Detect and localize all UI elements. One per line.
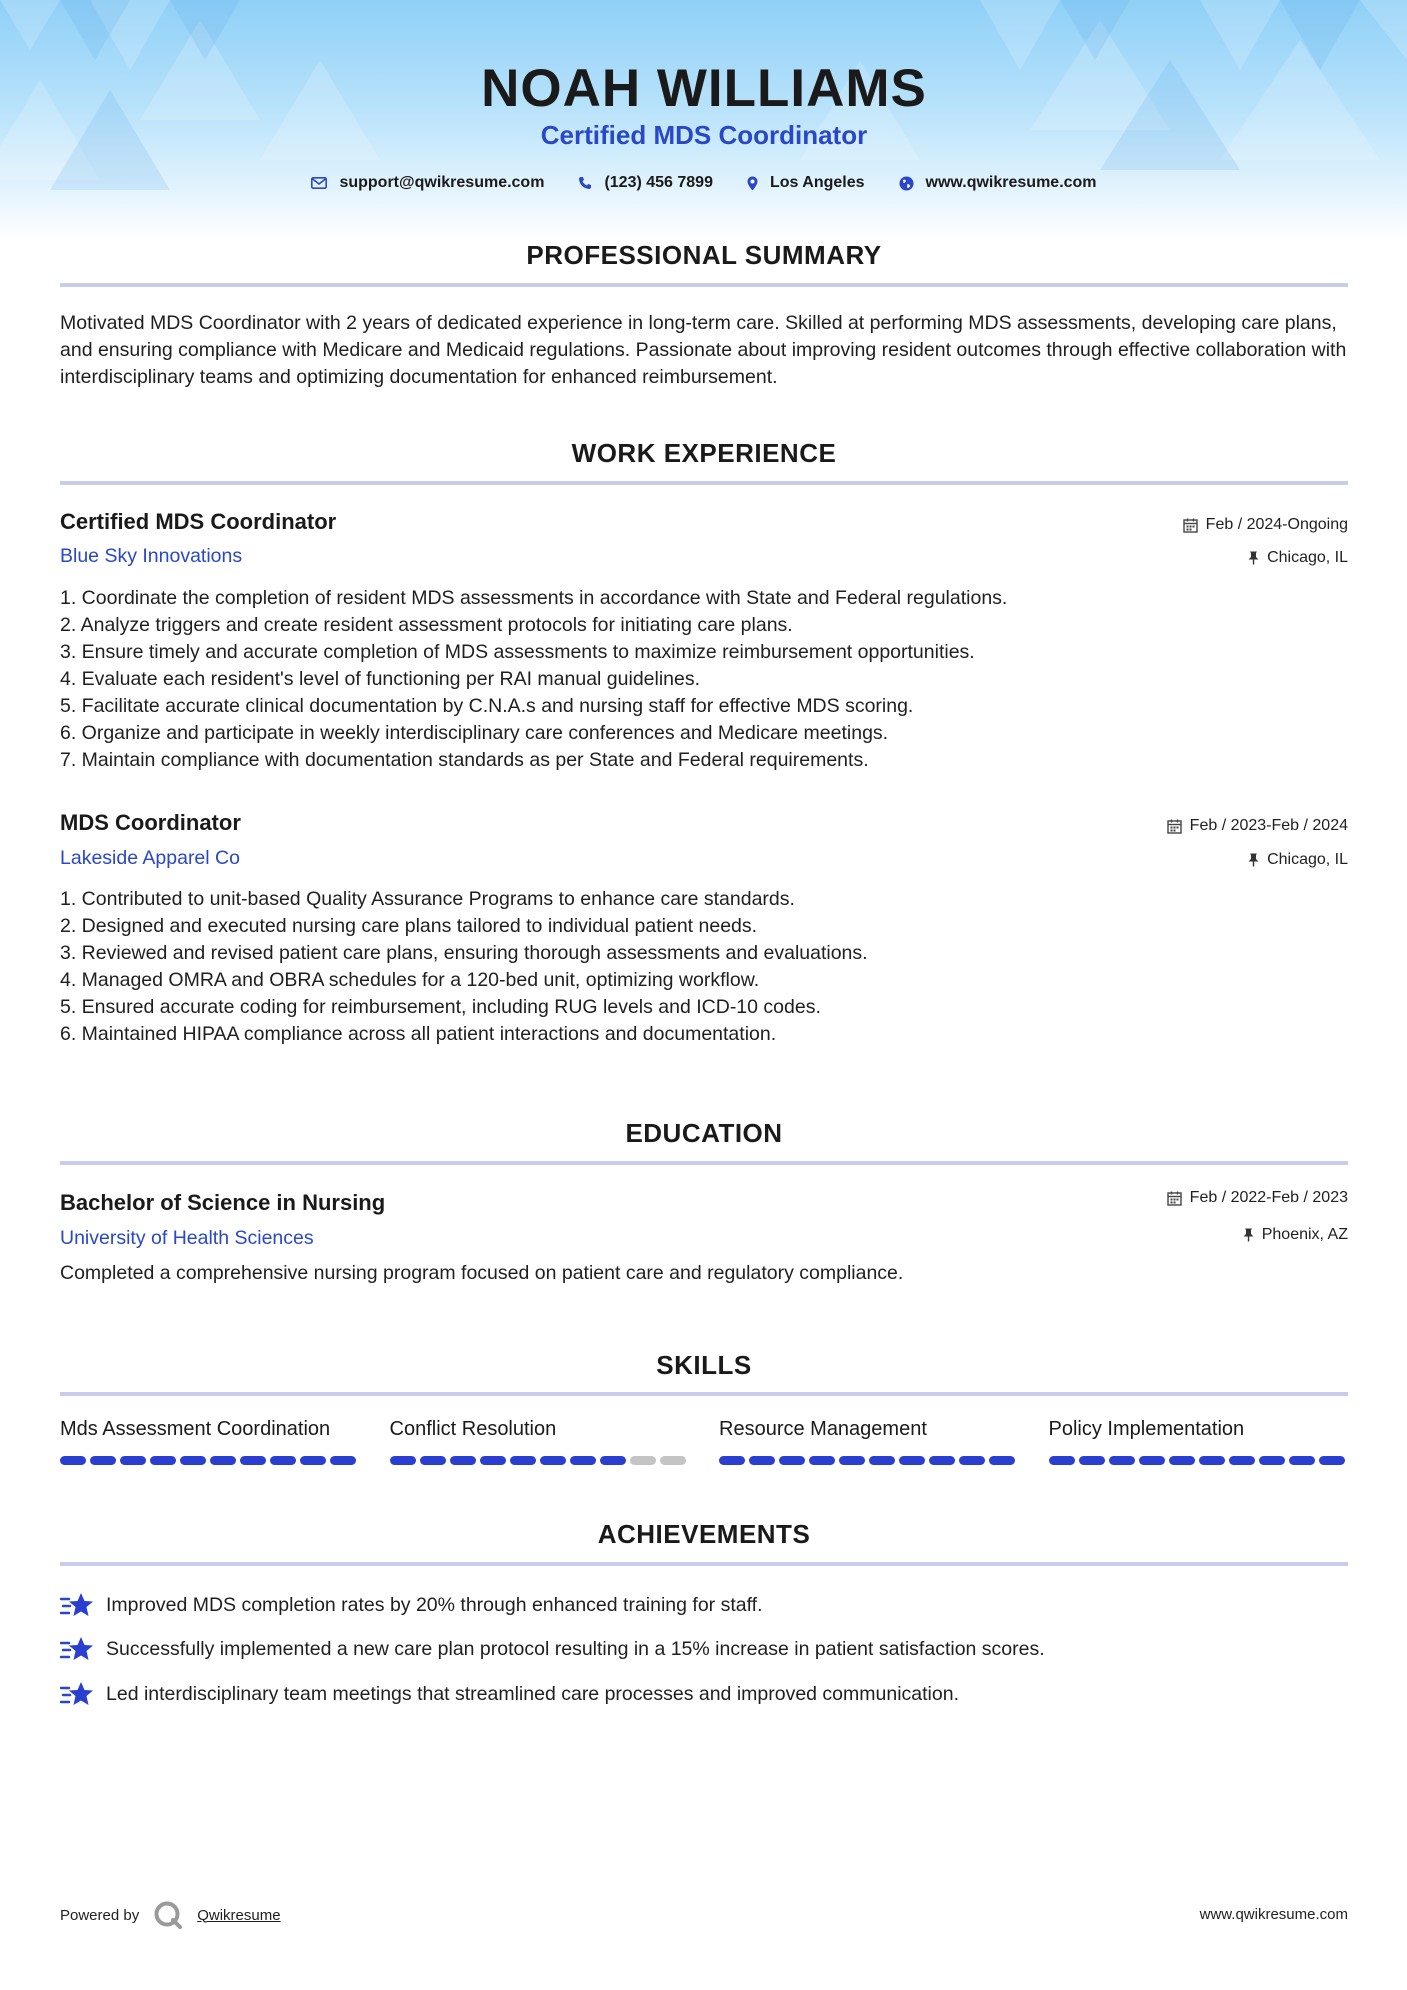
list-item: 2. Analyze triggers and create resident assessment protocols for initiating care plans. xyxy=(60,614,793,636)
skill-segment-filled xyxy=(839,1456,865,1465)
skill-item xyxy=(60,1418,360,1465)
star-icon xyxy=(60,1634,96,1664)
pushpin-icon xyxy=(1248,551,1259,565)
skill-segment-empty xyxy=(660,1456,686,1465)
summary-heading: PROFESSIONAL SUMMARY xyxy=(526,240,882,270)
job-location: Chicago, IL xyxy=(1248,851,1348,869)
skill-segment-filled xyxy=(719,1456,745,1465)
star-icon xyxy=(60,1679,96,1709)
job-company: Lakeside Apparel Co xyxy=(60,847,240,869)
contact-website[interactable]: www.qwikresume.com xyxy=(899,174,1097,192)
education-dates: Feb / 2022-Feb / 2023 xyxy=(1167,1189,1348,1207)
achievement-item: Improved MDS completion rates by 20% through enhanced training for staff. xyxy=(60,1590,1348,1620)
pushpin-icon xyxy=(1243,1228,1254,1242)
map-pin-icon xyxy=(747,176,758,191)
skill-segment-filled xyxy=(180,1456,206,1465)
achievement-item: Successfully implemented a new care plan protocol resulting in a 15% increase in patient satisfaction scores. xyxy=(60,1634,1348,1664)
list-item: 5. Ensured accurate coding for reimbursement, including RUG levels and ICD-10 codes. xyxy=(60,996,821,1018)
job-dates: Feb / 2023-Feb / 2024 xyxy=(1167,817,1348,835)
skill-segment-filled xyxy=(1199,1456,1225,1465)
skill-segment-filled xyxy=(749,1456,775,1465)
experience-heading: WORK EXPERIENCE xyxy=(571,438,837,468)
list-item: 1. Contributed to unit-based Quality Assurance Programs to enhance care standards. xyxy=(60,888,795,910)
skill-segment-filled xyxy=(330,1456,356,1465)
skill-segment-filled xyxy=(1229,1456,1255,1465)
skill-segment-filled xyxy=(480,1456,506,1465)
summary-text: Motivated MDS Coordinator with 2 years of dedicated experience in long-term care. Skilled at performing MDS assessments, developing care plans, and ensuring compliance with Medicare and Medicaid regulations. Passionate about improving resident outcomes through effective collaboration with interdisciplinary teams and optimizing documentation for enhanced reimbursement. xyxy=(60,312,1347,388)
skill-level-bar xyxy=(1049,1456,1349,1465)
skill-segment-filled xyxy=(1289,1456,1315,1465)
skill-segment-filled xyxy=(300,1456,326,1465)
star-icon xyxy=(60,1590,96,1620)
skill-segment-empty xyxy=(630,1456,656,1465)
achievement-item: Led interdisciplinary team meetings that streamlined care processes and improved communication. xyxy=(60,1679,1348,1709)
skill-level-bar xyxy=(719,1456,1019,1465)
phone-icon xyxy=(578,176,592,190)
skill-segment-filled xyxy=(1319,1456,1345,1465)
skill-segment-filled xyxy=(420,1456,446,1465)
contact-email[interactable]: support@qwikresume.com xyxy=(311,174,544,192)
candidate-role: Certified MDS Coordinator xyxy=(540,120,868,150)
list-item: 6. Maintained HIPAA compliance across all patient interactions and documentation. xyxy=(60,1023,777,1045)
skill-segment-filled xyxy=(390,1456,416,1465)
skill-item xyxy=(390,1418,690,1465)
skill-segment-filled xyxy=(1169,1456,1195,1465)
footer-website[interactable]: www.qwikresume.com xyxy=(1199,1906,1348,1923)
footer-powered-by: Powered by Qwikresume xyxy=(60,1900,281,1930)
job-bullets xyxy=(60,886,1348,1048)
skill-segment-filled xyxy=(1049,1456,1075,1465)
education-divider xyxy=(60,1161,1348,1165)
skill-segment-filled xyxy=(1139,1456,1165,1465)
list-item: 1. Coordinate the completion of resident MDS assessments in accordance with State and Federal regulations. xyxy=(60,587,1008,609)
list-item: 3. Ensure timely and accurate completion of MDS assessments to maximize reimbursement opportunities. xyxy=(60,641,975,663)
skill-segment-filled xyxy=(1079,1456,1105,1465)
skill-level-bar xyxy=(390,1456,690,1465)
contact-bar xyxy=(60,174,1348,192)
skill-segment-filled xyxy=(809,1456,835,1465)
skills-divider xyxy=(60,1392,1348,1396)
list-item: 5. Facilitate accurate clinical documentation by C.N.A.s and nursing staff for effective MDS scoring. xyxy=(60,695,914,717)
job-location: Chicago, IL xyxy=(1248,549,1348,567)
skill-item xyxy=(1049,1418,1349,1465)
candidate-name: NOAH WILLIAMS xyxy=(481,59,927,118)
calendar-icon xyxy=(1183,518,1198,533)
list-item: 4. Managed OMRA and OBRA schedules for a 120-bed unit, optimizing workflow. xyxy=(60,969,760,991)
skills-list xyxy=(60,1418,1348,1465)
skill-segment-filled xyxy=(869,1456,895,1465)
skill-segment-filled xyxy=(450,1456,476,1465)
calendar-icon xyxy=(1167,819,1182,834)
skill-segment-filled xyxy=(779,1456,805,1465)
skill-segment-filled xyxy=(929,1456,955,1465)
contact-phone[interactable]: (123) 456 7899 xyxy=(578,174,713,192)
skill-segment-filled xyxy=(899,1456,925,1465)
degree-title: Bachelor of Science in Nursing xyxy=(60,1190,386,1215)
skill-segment-filled xyxy=(120,1456,146,1465)
list-item: 2. Designed and executed nursing care plans tailored to individual patient needs. xyxy=(60,915,758,937)
skill-segment-filled xyxy=(90,1456,116,1465)
list-item: 7. Maintain compliance with documentation standards as per State and Federal requirements. xyxy=(60,749,869,771)
skill-segment-filled xyxy=(240,1456,266,1465)
job-dates: Feb / 2024-Ongoing xyxy=(1183,516,1348,534)
skill-segment-filled xyxy=(60,1456,86,1465)
skill-segment-filled xyxy=(540,1456,566,1465)
skill-name: Mds Assessment Coordination xyxy=(60,1418,331,1440)
qwikresume-logo-icon xyxy=(153,1900,183,1930)
list-item: 4. Evaluate each resident's level of functioning per RAI manual guidelines. xyxy=(60,668,701,690)
skill-segment-filled xyxy=(150,1456,176,1465)
education-location: Phoenix, AZ xyxy=(1243,1226,1348,1244)
skills-heading: SKILLS xyxy=(656,1350,752,1380)
globe-icon xyxy=(899,176,914,191)
experience-divider xyxy=(60,481,1348,485)
envelope-icon xyxy=(311,177,327,189)
skill-segment-filled xyxy=(270,1456,296,1465)
list-item: 3. Reviewed and revised patient care plans, ensuring thorough assessments and evaluations. xyxy=(60,942,868,964)
achievements-divider xyxy=(60,1562,1348,1566)
job-bullets xyxy=(60,585,1348,774)
skill-segment-filled xyxy=(989,1456,1015,1465)
education-heading: EDUCATION xyxy=(625,1118,783,1148)
skill-name: Conflict Resolution xyxy=(389,1418,557,1440)
skill-segment-filled xyxy=(570,1456,596,1465)
job-company: Blue Sky Innovations xyxy=(60,545,243,567)
skill-segment-filled xyxy=(1109,1456,1135,1465)
skill-level-bar xyxy=(60,1456,360,1465)
pushpin-icon xyxy=(1248,853,1259,867)
job-title: Certified MDS Coordinator xyxy=(60,509,337,534)
skill-segment-filled xyxy=(210,1456,236,1465)
list-item: 6. Organize and participate in weekly interdisciplinary care conferences and Medicare meetings. xyxy=(60,722,889,744)
job-title: MDS Coordinator xyxy=(60,810,241,835)
education-description: Completed a comprehensive nursing program focused on patient care and regulatory compliance. xyxy=(60,1262,904,1284)
achievements-heading: ACHIEVEMENTS xyxy=(597,1519,811,1549)
skill-segment-filled xyxy=(959,1456,985,1465)
summary-divider xyxy=(60,283,1348,287)
skill-item xyxy=(719,1418,1019,1465)
skill-name: Policy Implementation xyxy=(1048,1418,1245,1440)
skill-segment-filled xyxy=(600,1456,626,1465)
calendar-icon xyxy=(1167,1191,1182,1206)
skill-segment-filled xyxy=(510,1456,536,1465)
school-name: University of Health Sciences xyxy=(60,1227,314,1249)
contact-location: Los Angeles xyxy=(747,174,865,192)
qwikresume-link[interactable]: Qwikresume xyxy=(197,1906,281,1924)
skill-name: Resource Management xyxy=(719,1418,927,1440)
skill-segment-filled xyxy=(1259,1456,1285,1465)
